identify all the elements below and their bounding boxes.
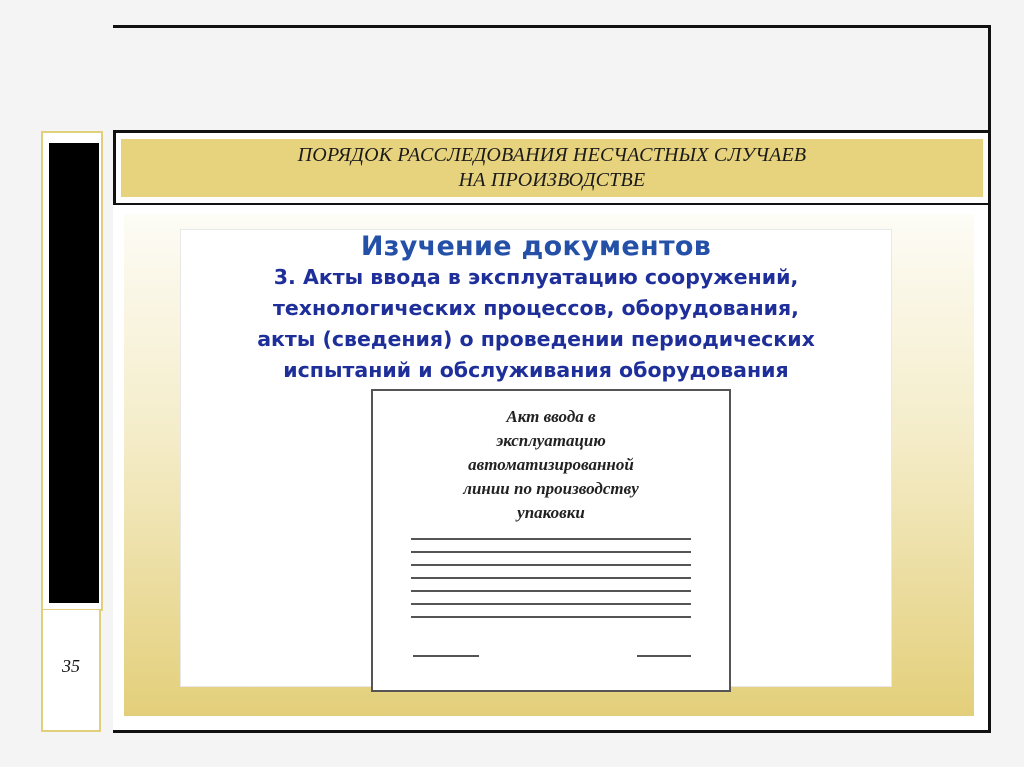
title-band bbox=[113, 130, 991, 206]
left-side-panel bbox=[41, 131, 103, 611]
slide-title bbox=[116, 143, 988, 193]
top-frame bbox=[113, 25, 991, 133]
picture-body-line-3: акты (сведения) о проведении периодических bbox=[257, 327, 815, 351]
picture-heading: Изучение документов bbox=[360, 231, 712, 262]
slide-title-line-2: НА ПРОИЗВОДСТВЕ bbox=[458, 169, 646, 191]
document-text-lines bbox=[411, 538, 691, 629]
picture-body-line-4: испытаний и обслуживания оборудования bbox=[283, 358, 789, 382]
document-text-line bbox=[411, 551, 691, 553]
document-title-line-5: упаковки bbox=[517, 503, 585, 522]
document-text-line bbox=[411, 577, 691, 579]
slide-title-line-1: ПОРЯДОК РАССЛЕДОВАНИЯ НЕСЧАСТНЫХ СЛУЧАЕВ bbox=[297, 144, 807, 166]
document-sheet bbox=[371, 389, 731, 692]
picture-body-line-2: технологических процессов, оборудования, bbox=[273, 296, 799, 320]
slide-picture bbox=[180, 229, 892, 687]
document-title-line-2: эксплуатацию bbox=[496, 431, 606, 450]
document-text-line bbox=[411, 590, 691, 592]
picture-body-line-1: 3. Акты ввода в эксплуатацию сооружений, bbox=[273, 265, 799, 289]
document-title-line-1: Акт ввода в bbox=[506, 407, 596, 426]
document-text-line bbox=[411, 603, 691, 605]
document-title-line-3: автоматизированной bbox=[468, 455, 634, 474]
picture-body-text bbox=[195, 262, 877, 386]
slide-number-box bbox=[41, 610, 101, 732]
document-text-line bbox=[411, 564, 691, 566]
document-text-line bbox=[411, 616, 691, 618]
document-text-line bbox=[411, 538, 691, 540]
document-title bbox=[393, 405, 709, 525]
left-black-bar bbox=[49, 143, 99, 603]
document-title-line-4: линии по производству bbox=[463, 479, 639, 498]
signature-line-left bbox=[413, 655, 479, 657]
slide-number: 35 bbox=[62, 656, 80, 676]
signature-line-right bbox=[637, 655, 691, 657]
